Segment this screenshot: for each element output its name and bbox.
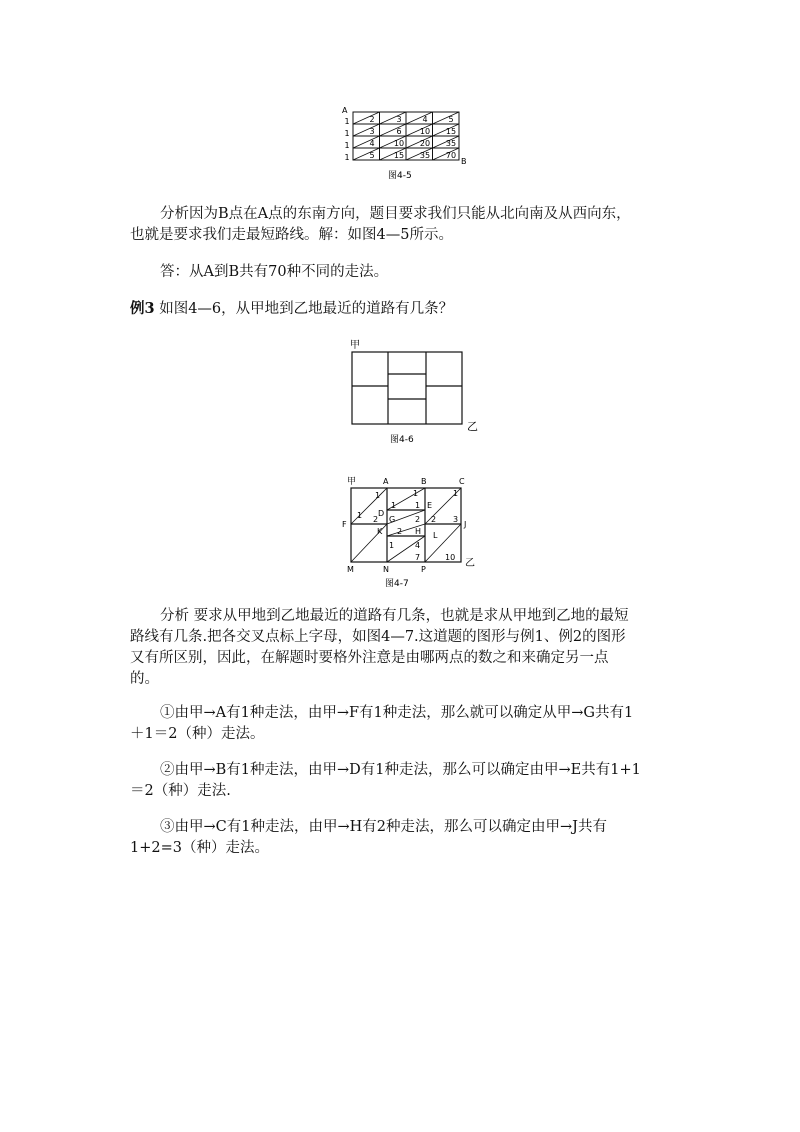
- end-label: 乙: [467, 420, 478, 433]
- figure-caption: 图4-5: [388, 171, 412, 181]
- grid-number: 2: [369, 115, 375, 124]
- grid-number: 3: [369, 127, 375, 136]
- step-1-line-2: ＋1＝2（种）走法。: [130, 726, 265, 742]
- grid-number: 5: [448, 115, 454, 124]
- grid-number: 10: [419, 127, 431, 136]
- grid-number: 15: [445, 127, 457, 136]
- point-n-label: N: [383, 565, 389, 574]
- grid-number: 35: [445, 139, 457, 148]
- figure-4-7: [335, 474, 485, 590]
- step-2-line-1: ②由甲→B有1种走法，由甲→D有1种走法，那么可以确定由甲→E共有1+1: [160, 762, 641, 778]
- point-f-label: F: [342, 520, 347, 529]
- point-e-label: E: [427, 501, 433, 510]
- point-a-label: A: [342, 106, 348, 115]
- step-2: [160, 760, 641, 781]
- step-2-line-2: ＝2（种）走法.: [130, 783, 231, 799]
- point-a-label: A: [383, 477, 389, 486]
- step-1: [160, 703, 633, 724]
- figure-4-5: [336, 104, 476, 184]
- path-count: 2: [373, 515, 379, 524]
- analysis-paragraph-2d: [130, 669, 159, 690]
- figure-caption: 图4-6: [390, 435, 414, 445]
- analysis-paragraph-2b: [130, 627, 626, 648]
- path-count: 2: [431, 515, 437, 524]
- left-one: 1: [344, 141, 350, 150]
- path-count: 1: [389, 541, 395, 550]
- answer-text: 答：从A到B共有70种不同的走法。: [160, 264, 389, 280]
- path-count: 4: [415, 541, 421, 550]
- analysis-paragraph-2c: [130, 648, 609, 669]
- point-l-label: L: [433, 531, 438, 540]
- path-count: 3: [453, 515, 459, 524]
- figure-4-6: [340, 336, 490, 448]
- analysis-paragraph-1: [160, 204, 631, 225]
- figure-caption: 图4-7: [385, 579, 409, 589]
- start-label: 甲: [350, 340, 360, 351]
- analysis-paragraph-2: [160, 606, 629, 627]
- point-p-label: P: [421, 565, 426, 574]
- path-count: 1: [357, 511, 363, 520]
- analysis-1-line-1: 分析因为B点在A点的东南方向，题目要求我们只能从北向南及从西向东，: [160, 206, 631, 222]
- point-d-label: D: [378, 509, 385, 518]
- point-m-label: M: [347, 565, 354, 574]
- step-3-line-1: ③由甲→C有1种走法，由甲→H有2种走法，那么可以确定由甲→J共有: [160, 819, 607, 835]
- analysis-paragraph-1b: [130, 225, 453, 246]
- point-b-label: B: [461, 157, 467, 166]
- grid-number: 4: [369, 139, 375, 148]
- path-count: 2: [397, 527, 403, 536]
- analysis-1-line-2: 也就是要求我们走最短路线。解：如图4—5所示。: [130, 227, 453, 243]
- grid-number: 10: [393, 139, 405, 148]
- grid-number: 3: [396, 115, 402, 124]
- point-c-label: C: [459, 477, 465, 486]
- answer-paragraph: [160, 262, 388, 283]
- analysis-2-line-4: 的。: [130, 671, 159, 687]
- example-3: [130, 298, 453, 320]
- step-3b: [130, 838, 269, 859]
- path-count: 1: [391, 501, 397, 510]
- path-count: 1: [413, 489, 419, 498]
- grid-number: 5: [369, 151, 375, 160]
- grid-number: 4: [422, 115, 428, 124]
- path-count: 1: [375, 491, 381, 500]
- analysis-2-line-2: 路线有几条.把各交叉点标上字母，如图4—7.这道题的图形与例1、例2的图形: [130, 629, 626, 645]
- point-j-label: J: [464, 520, 467, 529]
- grid-number: 6: [396, 127, 402, 136]
- step-3: [160, 817, 607, 838]
- point-h-label: H: [415, 527, 422, 536]
- example-3-label: 例3: [130, 300, 155, 317]
- step-3-line-2: 1+2=3（种）走法。: [130, 840, 269, 856]
- path-count: 1: [415, 501, 421, 510]
- end-label: 乙: [465, 558, 475, 569]
- grid-number: 15: [393, 151, 405, 160]
- analysis-2-line-1: 分析 要求从甲地到乙地最近的道路有几条，也就是求从甲地到乙地的最短: [160, 608, 629, 624]
- point-b-label: B: [421, 477, 427, 486]
- example-3-text: 如图4—6，从甲地到乙地最近的道路有几条？: [154, 301, 454, 317]
- path-count: 2: [415, 515, 421, 524]
- step-1b: [130, 724, 264, 745]
- analysis-2-line-3: 又有所区别，因此，在解题时要格外注意是由哪两点的数之和来确定另一点: [130, 650, 609, 666]
- step-2b: [130, 781, 231, 802]
- grid-number: 70: [445, 151, 457, 160]
- path-count: 10: [445, 553, 456, 562]
- point-g-label: G: [389, 515, 396, 524]
- left-one: 1: [344, 117, 350, 126]
- step-1-line-1: ①由甲→A有1种走法，由甲→F有1种走法，那么就可以确定从甲→G共有1: [160, 705, 634, 721]
- left-one: 1: [344, 153, 350, 162]
- left-one: 1: [344, 129, 350, 138]
- path-count: 1: [453, 489, 459, 498]
- start-label: 甲: [347, 477, 357, 487]
- grid-number: 20: [419, 139, 431, 148]
- path-count: 7: [415, 553, 421, 562]
- grid-number: 35: [419, 151, 431, 160]
- point-k-label: K: [377, 527, 383, 536]
